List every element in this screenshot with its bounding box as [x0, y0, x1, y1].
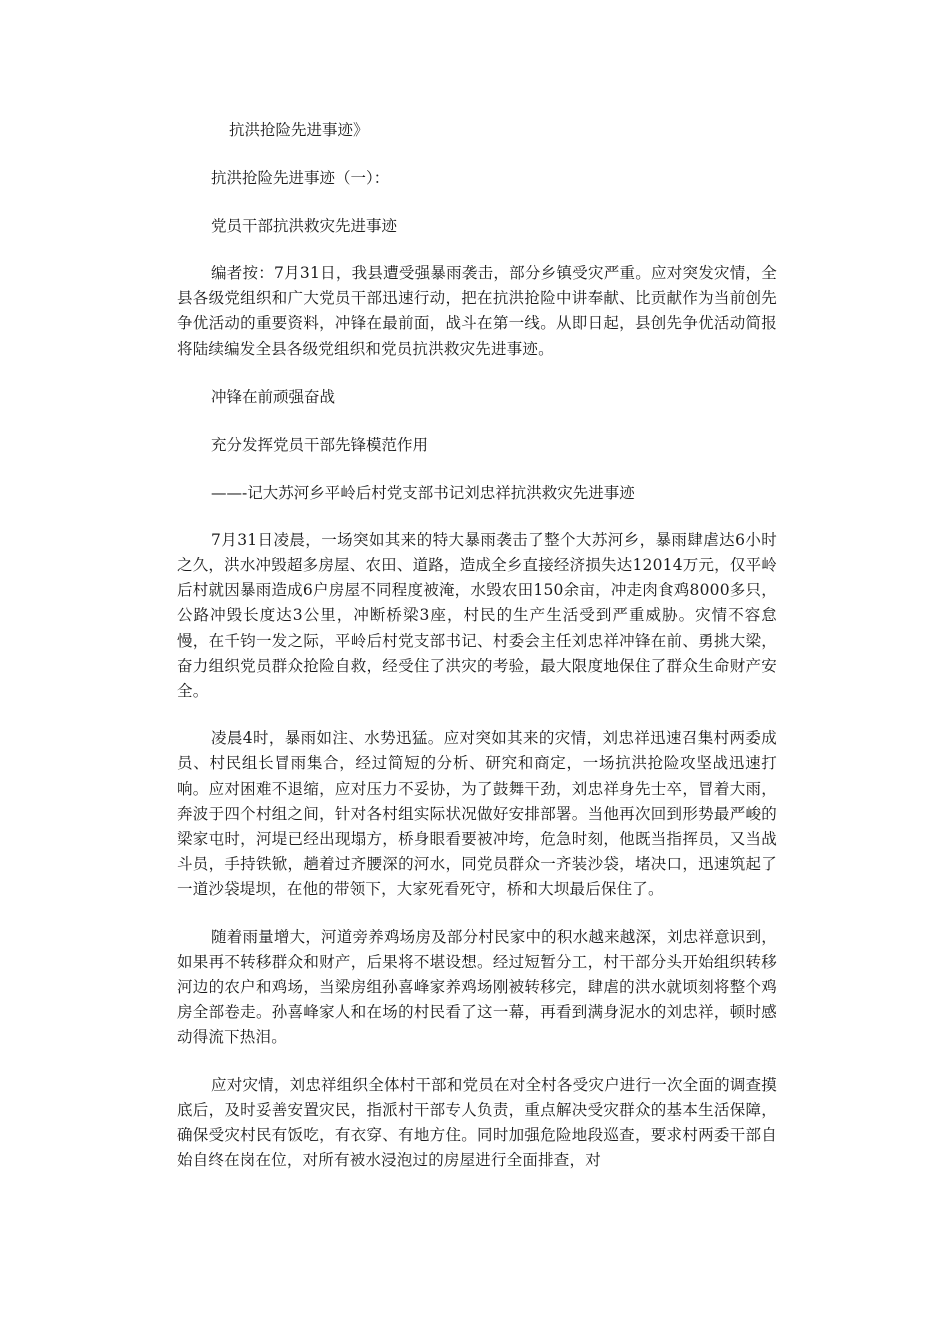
body-paragraph: 随着雨量增大，河道旁养鸡场房及部分村民家中的积水越来越深，刘忠祥意识到，如果再不转移群众和财产，后果将不堪设想。经过短暂分工，村干部分头开始组织转移河边的农户和鸡场，当梁房组孙喜峰家养鸡场刚被转移完，肆虐的洪水就顷刻将整个鸡房全部卷走。孙喜峰家人和在场的村民看了这一幕，再看到满身泥水的刘忠祥，顿时感动得流下热泪。 — [177, 927, 777, 1047]
body-paragraph: 凌晨4时，暴雨如注、水势迅猛。应对突如其来的灾情，刘忠祥迅速召集村两委成员、村民组长冒雨集合，经过简短的分析、研究和商定，一场抗洪抢险攻坚战迅速打响。应对困难不退缩，应对压力不妥协，为了鼓舞干劲，刘忠祥身先士卒，冒着大雨，奔波于四个村组之间，针对各村组实际状况做好安排部署。当他再次回到形势最严峻的梁家屯时，河堤已经出现塌方，桥身眼看要被冲垮，危急时刻，他既当指挥员，又当战斗员，手持铁锨，趟着过齐腰深的河水，同党员群众一齐装沙袋，堵决口，迅速筑起了一道沙袋堤坝，在他的带领下，大家死看死守，桥和大坝最后保住了。 — [177, 729, 777, 899]
document-content — [177, 117, 777, 1173]
article-subheading: 充分发挥党员干部先锋模范作用 — [211, 435, 429, 454]
document-title: 抗洪抢险先进事迹》 — [229, 121, 369, 139]
section-heading: 抗洪抢险先进事迹（一）： — [211, 169, 390, 187]
editor-note: 编者按：7月31日，我县遭受强暴雨袭击，部分乡镇受灾严重。应对突发灾情，全县各级党组织和广大党员干部迅速行动，把在抗洪抢险中讲奉献、比贡献作为当前创先争优活动的重要资料，冲锋在最前面，战斗在第一线。从即日起，县创先争优活动简报将陆续编发全县各级党组织和党员抗洪救灾先进事迹。 — [177, 264, 777, 358]
article-heading: 冲锋在前顽强奋战 — [211, 387, 336, 406]
article-byline: ——-记大苏河乡平岭后村党支部书记刘忠祥抗洪救灾先进事迹 — [211, 483, 635, 502]
section-heading: 党员干部抗洪救灾先进事迹 — [211, 217, 398, 235]
body-paragraph: 应对灾情，刘忠祥组织全体村干部和党员在对全村各受灾户进行一次全面的调查摸底后，及时妥善安置灾民，指派村干部专人负责，重点解决受灾群众的基本生活保障，确保受灾村民有饭吃，有衣穿、有地方住。同时加强危险地段巡查，要求村两委干部自始自终在岗在位，对所有被水浸泡过的房屋进行全面排查，对 — [177, 1075, 777, 1170]
body-paragraph: 7月31日凌晨，一场突如其来的特大暴雨袭击了整个大苏河乡，暴雨肆虐达6小时之久，洪水冲毁超多房屋、农田、道路，造成全乡直接经济损失达12014万元，仅平岭后村就因暴雨造成6户房屋不同程度被淹，水毁农田150余亩，冲走肉食鸡8000多只，公路冲毁长度达3公里，冲断桥梁3座，村民的生产生活受到严重威胁。灾情不容怠慢，在千钧一发之际，平岭后村党支部书记、村委会主任刘忠祥冲锋在前、勇挑大梁，奋力组织党员群众抢险自救，经受住了洪灾的考验，最大限度地保住了群众生命财产安全。 — [177, 530, 777, 701]
